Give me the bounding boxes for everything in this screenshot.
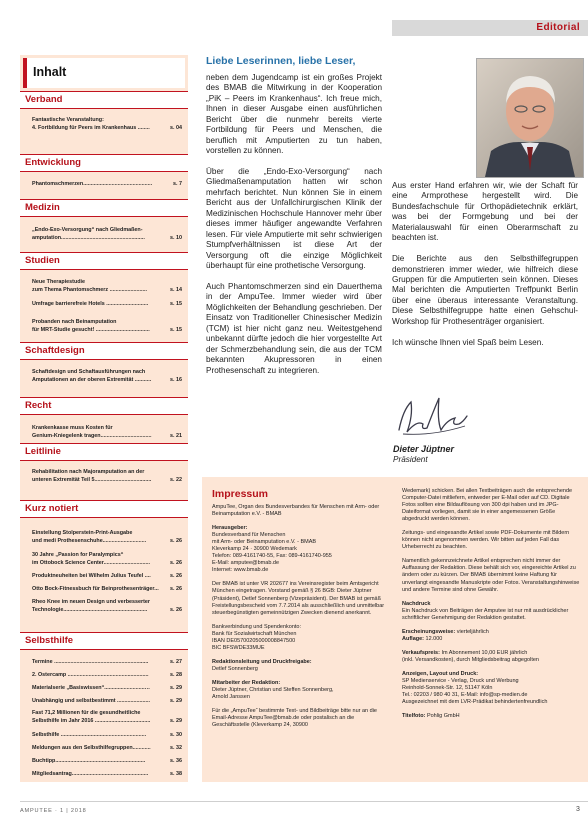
toc-entry-page: s. 21	[170, 432, 182, 439]
toc-section-heading: Verband	[20, 91, 188, 109]
toc-entry-page: s. 15	[170, 301, 182, 307]
impressum-value: Pohlig GmbH	[425, 713, 460, 720]
editorial-headline: Liebe Leserinnen, liebe Leser,	[206, 55, 356, 67]
toc-entry[interactable]	[32, 586, 182, 594]
impressum-block	[212, 680, 392, 701]
impressum-box	[202, 477, 588, 782]
toc-entry-page: s. 26	[170, 573, 182, 579]
toc-entry-page: s. 28	[170, 672, 182, 678]
toc-entry-page: s. 14	[170, 286, 182, 293]
impressum-block	[402, 713, 582, 720]
toc-entry[interactable]	[32, 573, 182, 581]
signature-role: Präsident	[393, 455, 428, 464]
editorial-paragraph: Die Berichte aus den Selbsthilfegruppen demonstrieren immer wieder, wie hilfreich diese Gruppen für die Amputierten sein können. Dieses Mal berichten die Amputierten Treffpunkt Berlin über eine überaus interessante Veranstaltung. Diese Selbsthilfegruppe hatte einen Gehschul-Workshop für Prothesenträger organisiert.	[392, 254, 578, 326]
impressum-block	[212, 525, 392, 574]
toc-entry-page: s. 27	[170, 659, 182, 665]
toc-entry-text: 30 Jahre „Passion for Paralympics“	[32, 552, 124, 558]
section-label-bar	[392, 20, 588, 36]
toc-entry-page: s. 16	[170, 376, 182, 383]
toc-entry-text: Produktneuheiten bei Wilhelm Julius Teufel ....	[32, 573, 151, 579]
toc-entry-text: Probanden nach Beinamputation	[32, 319, 117, 325]
impressum-text: Zeitungs- und eingesandte Artikel sowie PDF-Dokumente mit Bildern können nicht angenommen werden. Wir bitten auf jeden Fall das Urheberrecht zu beachten.	[402, 530, 570, 551]
impressum-label: Herausgeber:	[212, 525, 248, 532]
toc-section	[20, 500, 188, 518]
editorial-column-1	[206, 73, 382, 386]
toc-entry[interactable]	[32, 469, 182, 485]
editorial-column-2	[392, 181, 578, 359]
toc-entry-text: Selbsthilfe .........................................................	[32, 732, 147, 738]
impressum-text: AmpuTee, Organ des Bundesverbandes für Menschen mit Arm- oder Beinamputation e.V. - BMAB	[212, 504, 380, 518]
toc-entry[interactable]	[32, 117, 182, 133]
toc-entry[interactable]	[32, 685, 182, 693]
toc-title: Inhalt	[33, 65, 67, 79]
toc-section-heading: Selbsthilfe	[20, 632, 188, 650]
toc-section-heading: Schaftdesign	[20, 342, 188, 360]
toc-entry-text: unteren Extremität Teil 5......................................	[32, 476, 152, 483]
impressum-block	[212, 581, 392, 616]
toc-entry[interactable]	[32, 698, 182, 706]
impressum-block	[402, 601, 582, 622]
impressum-text: Der BMAB ist unter VR 202677 ins Vereinsregister beim Amtsgericht München eingetragen. Vorstand gemäß § 26 BGB: Dieter Jüptner (Präsident), Detlef Sonnenberg (Vizepräsident). Der BMAB ist gemäß Freistellungsbescheid vom 7.7.2014 als ausschließlich und unmittelbar steuerbegünstigten gemeinnützigen Zwecken dienend anerkannt.	[212, 581, 385, 616]
impressum-label: Redaktionsleitung und Druckfreigabe:	[212, 658, 312, 665]
impressum-block	[402, 558, 582, 593]
toc-section	[20, 632, 188, 650]
toc-entry-page: s. 26	[170, 586, 182, 592]
impressum-block	[212, 504, 392, 518]
impressum-text: Bundesverband für Menschen mit Arm- oder Beinamputation e.V. - BMAB Kleverkamp 24 · 30900 Wedemark Telefon: 089-4161740-55, Fax: 089-4161740-955 E-Mail: amputee@bmab.de Internet: www.bmab.de	[212, 532, 332, 574]
toc-section	[20, 443, 188, 461]
toc-entry-text: Materialserie „Basiswissen“...........................…	[32, 685, 151, 691]
impressum-block	[402, 650, 582, 664]
impressum-text: Für die „AmpuTee“ bestimmte Text- und Bildbeiträge bitte nur an die Email-Adresse AmpuTee@bmab.de oder postalisch an die Geschäftsstelle (Kleverkamp 24, 30900	[212, 708, 377, 729]
toc-entry-text: Schaftdesign und Schaftausführungen nach	[32, 369, 146, 375]
impressum-label: Erscheinungsweise:	[402, 628, 456, 635]
toc-entry-page: s. 38	[170, 771, 182, 777]
impressum-block	[212, 708, 392, 729]
impressum-value: vierteljährlich	[455, 628, 489, 635]
impressum-label: Verkaufspreis:	[402, 649, 440, 656]
impressum-label: Anzeigen, Layout und Druck:	[402, 670, 479, 677]
toc-entry-page: s. 04	[170, 124, 182, 131]
impressum-text: Ein Nachdruck von Beiträgen der Amputee ist nur mit ausdrücklicher schriftlicher Genehmigung der Redaktion gestattet.	[402, 607, 569, 621]
toc-section	[20, 199, 188, 217]
impressum-text: Detlef Sonnenberg	[212, 665, 258, 672]
impressum-value: Im Abonnement 10,00 EUR jährlich	[439, 649, 528, 656]
toc-entry[interactable]	[32, 771, 182, 779]
toc-entry-text: Amputationen an der oberen Extremität ...........	[32, 376, 152, 383]
signature-name: Dieter Jüptner	[393, 444, 455, 454]
toc-entry-text: Mitgliedsantrag...................................................	[32, 771, 149, 777]
toc-entry-text: Krankenkasse muss Kosten für	[32, 425, 113, 431]
toc-entry-page: s. 15	[170, 326, 182, 333]
toc-entry-page: s. 30	[170, 732, 182, 738]
toc-entry-text: Fantastische Veranstaltung:	[32, 117, 104, 123]
toc-entry[interactable]	[32, 227, 182, 243]
toc-section-heading: Leitlinie	[20, 443, 188, 461]
impressum-text: (inkl. Versandkosten), durch Mitgliedsbeitrag abgegolten	[402, 656, 539, 663]
toc-entry-text: Genium-Kniegelenk tragen..................................	[32, 432, 152, 439]
toc-entry-text: Phantomschmerzen..............................................	[32, 181, 153, 187]
toc-entry-text: 2. Ostercamp ......................................................	[32, 672, 149, 678]
impressum-label: Titelfoto:	[402, 713, 426, 720]
impressum-text: Wedemark) schicken. Bei allen Textbeiträgen auch die entsprechende Computer-Datei mitliefern, entweder per E-Mail oder auf CD. Digitale Fotos sollten eine Bildauflösung von 300 dpi haben und im JPG-Dateiformat vorliegen, damit sie in einer angemessenen Größe abgedruckt werden können.	[402, 488, 573, 523]
toc-entry[interactable]	[32, 279, 182, 295]
editorial-paragraph: neben dem Jugendcamp ist ein großes Projekt des BMAB die Mitwirkung in der Kooperation „PiK – Peers im Krankenhaus“. Ich freue mich, Ihnen in dieser Ausgabe einen ausführlichen Bericht über die nunmehr bereits vierte Fortbildung für Peers und Menschen, die beruflich mit Amputierten zu tun haben, vorstellen zu können.	[206, 73, 382, 156]
toc-entry-text: Rehabilitation nach Majoramputation an der	[32, 469, 145, 475]
toc-entry-page: s. 29	[170, 685, 182, 691]
impressum-block	[402, 671, 582, 706]
impressum-text: SP Medienservice - Verlag, Druck und Werbung Reinhold-Sonnek-Str. 12, 51147 Köln Tel.: 02203 / 980 40 31, E-Mail: info@sp-medien.de Ausgezeichnet mit dem LVR-Prädikat behindertenfreundlich	[402, 677, 548, 706]
toc-entry[interactable]	[32, 659, 182, 667]
toc-section	[20, 252, 188, 270]
toc-entry-page: s. 26	[170, 537, 182, 544]
impressum-value: 12.000	[424, 635, 443, 642]
toc-entry-text: Unabhängig und selbstbestimmt ......................	[32, 698, 151, 704]
toc-entry-page: s. 7	[173, 181, 182, 187]
toc-entry-text: Rheo Knee im neuen Design und verbesserter	[32, 599, 151, 605]
toc-entry-text: und medi Prothesenschuhe.............................	[32, 537, 147, 544]
toc-entry-text: Technologie........................................................	[32, 606, 148, 613]
impressum-block	[402, 530, 582, 551]
footer-rule	[20, 801, 588, 802]
toc-section-heading: Studien	[20, 252, 188, 270]
toc-entry[interactable]	[32, 181, 182, 189]
toc-section-heading: Kurz notiert	[20, 500, 188, 518]
toc-entry-page: s. 26	[170, 606, 182, 613]
toc-entry-text: im Ottobock Science Center...............................	[32, 559, 151, 566]
toc-entry-text: Termine ...............................................................	[32, 659, 149, 665]
toc-section-heading: Entwicklung	[20, 154, 188, 172]
handwritten-signature	[393, 390, 473, 442]
section-label: Editorial	[536, 22, 580, 33]
toc-entry[interactable]	[32, 425, 182, 441]
impressum-label: Auflage:	[402, 635, 424, 642]
impressum-text: Dieter Jüptner, Christian und Steffen Sonnenberg, Arnold Janssen	[212, 686, 334, 701]
toc-entry[interactable]	[32, 552, 182, 568]
toc-entry-text: amputation........................................................	[32, 234, 145, 241]
editorial-paragraph: Ich wünsche Ihnen viel Spaß beim Lesen.	[392, 337, 544, 347]
toc-entry[interactable]	[32, 369, 182, 385]
toc-entry-text: für MRT-Studie gesucht! ....................................	[32, 326, 150, 333]
editorial-paragraph: Über die „Endo-Exo-Versorgung“ nach Gliedmaßenamputation hatten wir schon mehrfach berichtet. Nun können Sie in einem Bericht aus der Unfallchirurgischen Klinik der Medizinischen Hochschule Hannover mehr über dieses immer häufiger angewandte Verfahren lesen. Für viele Amputierte mit sehr schwierigen Stumpfverhältnissen ist diese Art der Versorgung oft die einzige Möglichkeit überhaupt für eine prothetische Versorgung.	[206, 167, 382, 271]
impressum-text: Bankverbindung und Spendenkonto: Bank für Sozialwirtschaft München IBAN DE05700205000008847500 BIC BFSWDE33MUE	[212, 623, 301, 651]
toc-section	[20, 91, 188, 109]
toc-section-heading: Medizin	[20, 199, 188, 217]
toc-entry[interactable]	[32, 672, 182, 680]
toc-entry[interactable]	[32, 745, 182, 753]
toc-entry-page: s. 32	[170, 745, 182, 751]
toc-entry-text: Otto Bock-Fitnessbuch für Beinprothesenträger...	[32, 586, 159, 592]
toc-entry-page: s. 26	[170, 559, 182, 566]
toc-section	[20, 154, 188, 172]
impressum-label: Mitarbeiter der Redaktion:	[212, 679, 281, 686]
impressum-text: Namentlich gekennzeichnete Artikel entsprechen nicht immer der Auffassung der Redaktion. Diese behält sich vor, eingereichte Artikel zu ändern oder zu kürzen. Der BMAB übernimmt keine Haftung für unverlangt eingesandte Manuskripte oder Fotos. Veranstaltungshinweise und andere Termine sind ohne Gewähr.	[402, 558, 580, 593]
toc-section-heading: Recht	[20, 397, 188, 415]
impressum-block	[402, 488, 582, 523]
editorial-paragraph: Auch Phantomschmerzen sind ein Dauerthema in der AmpuTee. Immer wieder wird über Möglichkeiten der Behandlung geschrieben. Der Einsatz von Traditioneller Chinesischer Medizin (TCM) ist hier nicht ganz neu. Weitestgehend unbekannt dürfte jedoch die hier vorgestellte Art der Schmerzbehandlung sein, die aus der TCM bekannten Akupressoren in einen Prothesenschaft zu integrieren.	[206, 281, 382, 375]
toc-entry-page: s. 22	[170, 476, 182, 483]
toc-entry[interactable]	[32, 301, 182, 309]
impressum-label: Nachdruck	[402, 600, 431, 607]
toc-entry[interactable]	[32, 530, 182, 546]
toc-entry-text: Buchtipp............................................................	[32, 758, 146, 764]
toc-entry-text: Meldungen aus den Selbsthilfegruppen............	[32, 745, 151, 751]
toc-entry-text: Einstellung Stolperstein-Print-Ausgabe	[32, 530, 133, 536]
toc-entry-page: s. 29	[170, 698, 182, 704]
toc-entry[interactable]	[32, 758, 182, 766]
toc-section	[20, 397, 188, 415]
toc-entry[interactable]	[32, 599, 182, 615]
toc-entry-text: Fast 71,2 Millionen für die gesundheitliche	[32, 710, 141, 716]
toc-title-box	[23, 58, 185, 88]
table-of-contents	[20, 55, 188, 782]
toc-entry[interactable]	[32, 710, 182, 726]
toc-entry[interactable]	[32, 319, 182, 335]
toc-entry-text: 4. Fortbildung für Peers im Krankenhaus ........	[32, 124, 150, 131]
impressum-column-2	[402, 488, 582, 727]
toc-entry-text: Neue Therapiestudie	[32, 279, 86, 285]
toc-entry-page: s. 29	[170, 717, 182, 724]
impressum-title: Impressum	[212, 488, 269, 500]
impressum-block	[402, 629, 582, 643]
author-photo	[476, 58, 584, 178]
impressum-block	[212, 624, 392, 652]
page-number: 3	[576, 806, 580, 813]
toc-entry-page: s. 36	[170, 758, 182, 764]
editorial-paragraph: Aus erster Hand erfahren wir, wie der Schaft für eine Armprothese hergestellt wird. Die Bundesfachschule für Orthopädietechnik erklärt, was bei der Formgebung und bei der Materialauswahl für einen Oberarmschaft zu beachten ist.	[392, 181, 578, 243]
toc-entry-text: zum Thema Phantomschmerz .........................	[32, 286, 148, 293]
toc-entry[interactable]	[32, 732, 182, 740]
toc-entry-text: „Endo-Exo-Versorgung“ nach Gliedmaßen-	[32, 227, 143, 233]
impressum-block	[212, 659, 392, 673]
toc-entry-page: s. 10	[170, 234, 182, 241]
toc-section	[20, 342, 188, 360]
toc-entry-text: Selbsthilfe im Jahr 2016 .....................................	[32, 717, 151, 724]
toc-title-accent	[23, 58, 27, 88]
impressum-column-1	[212, 504, 392, 736]
footer-issue: AMPUTEE · 1 | 2018	[20, 808, 87, 814]
toc-entry-text: Umfrage barrierefreie Hotels ............................	[32, 301, 149, 307]
